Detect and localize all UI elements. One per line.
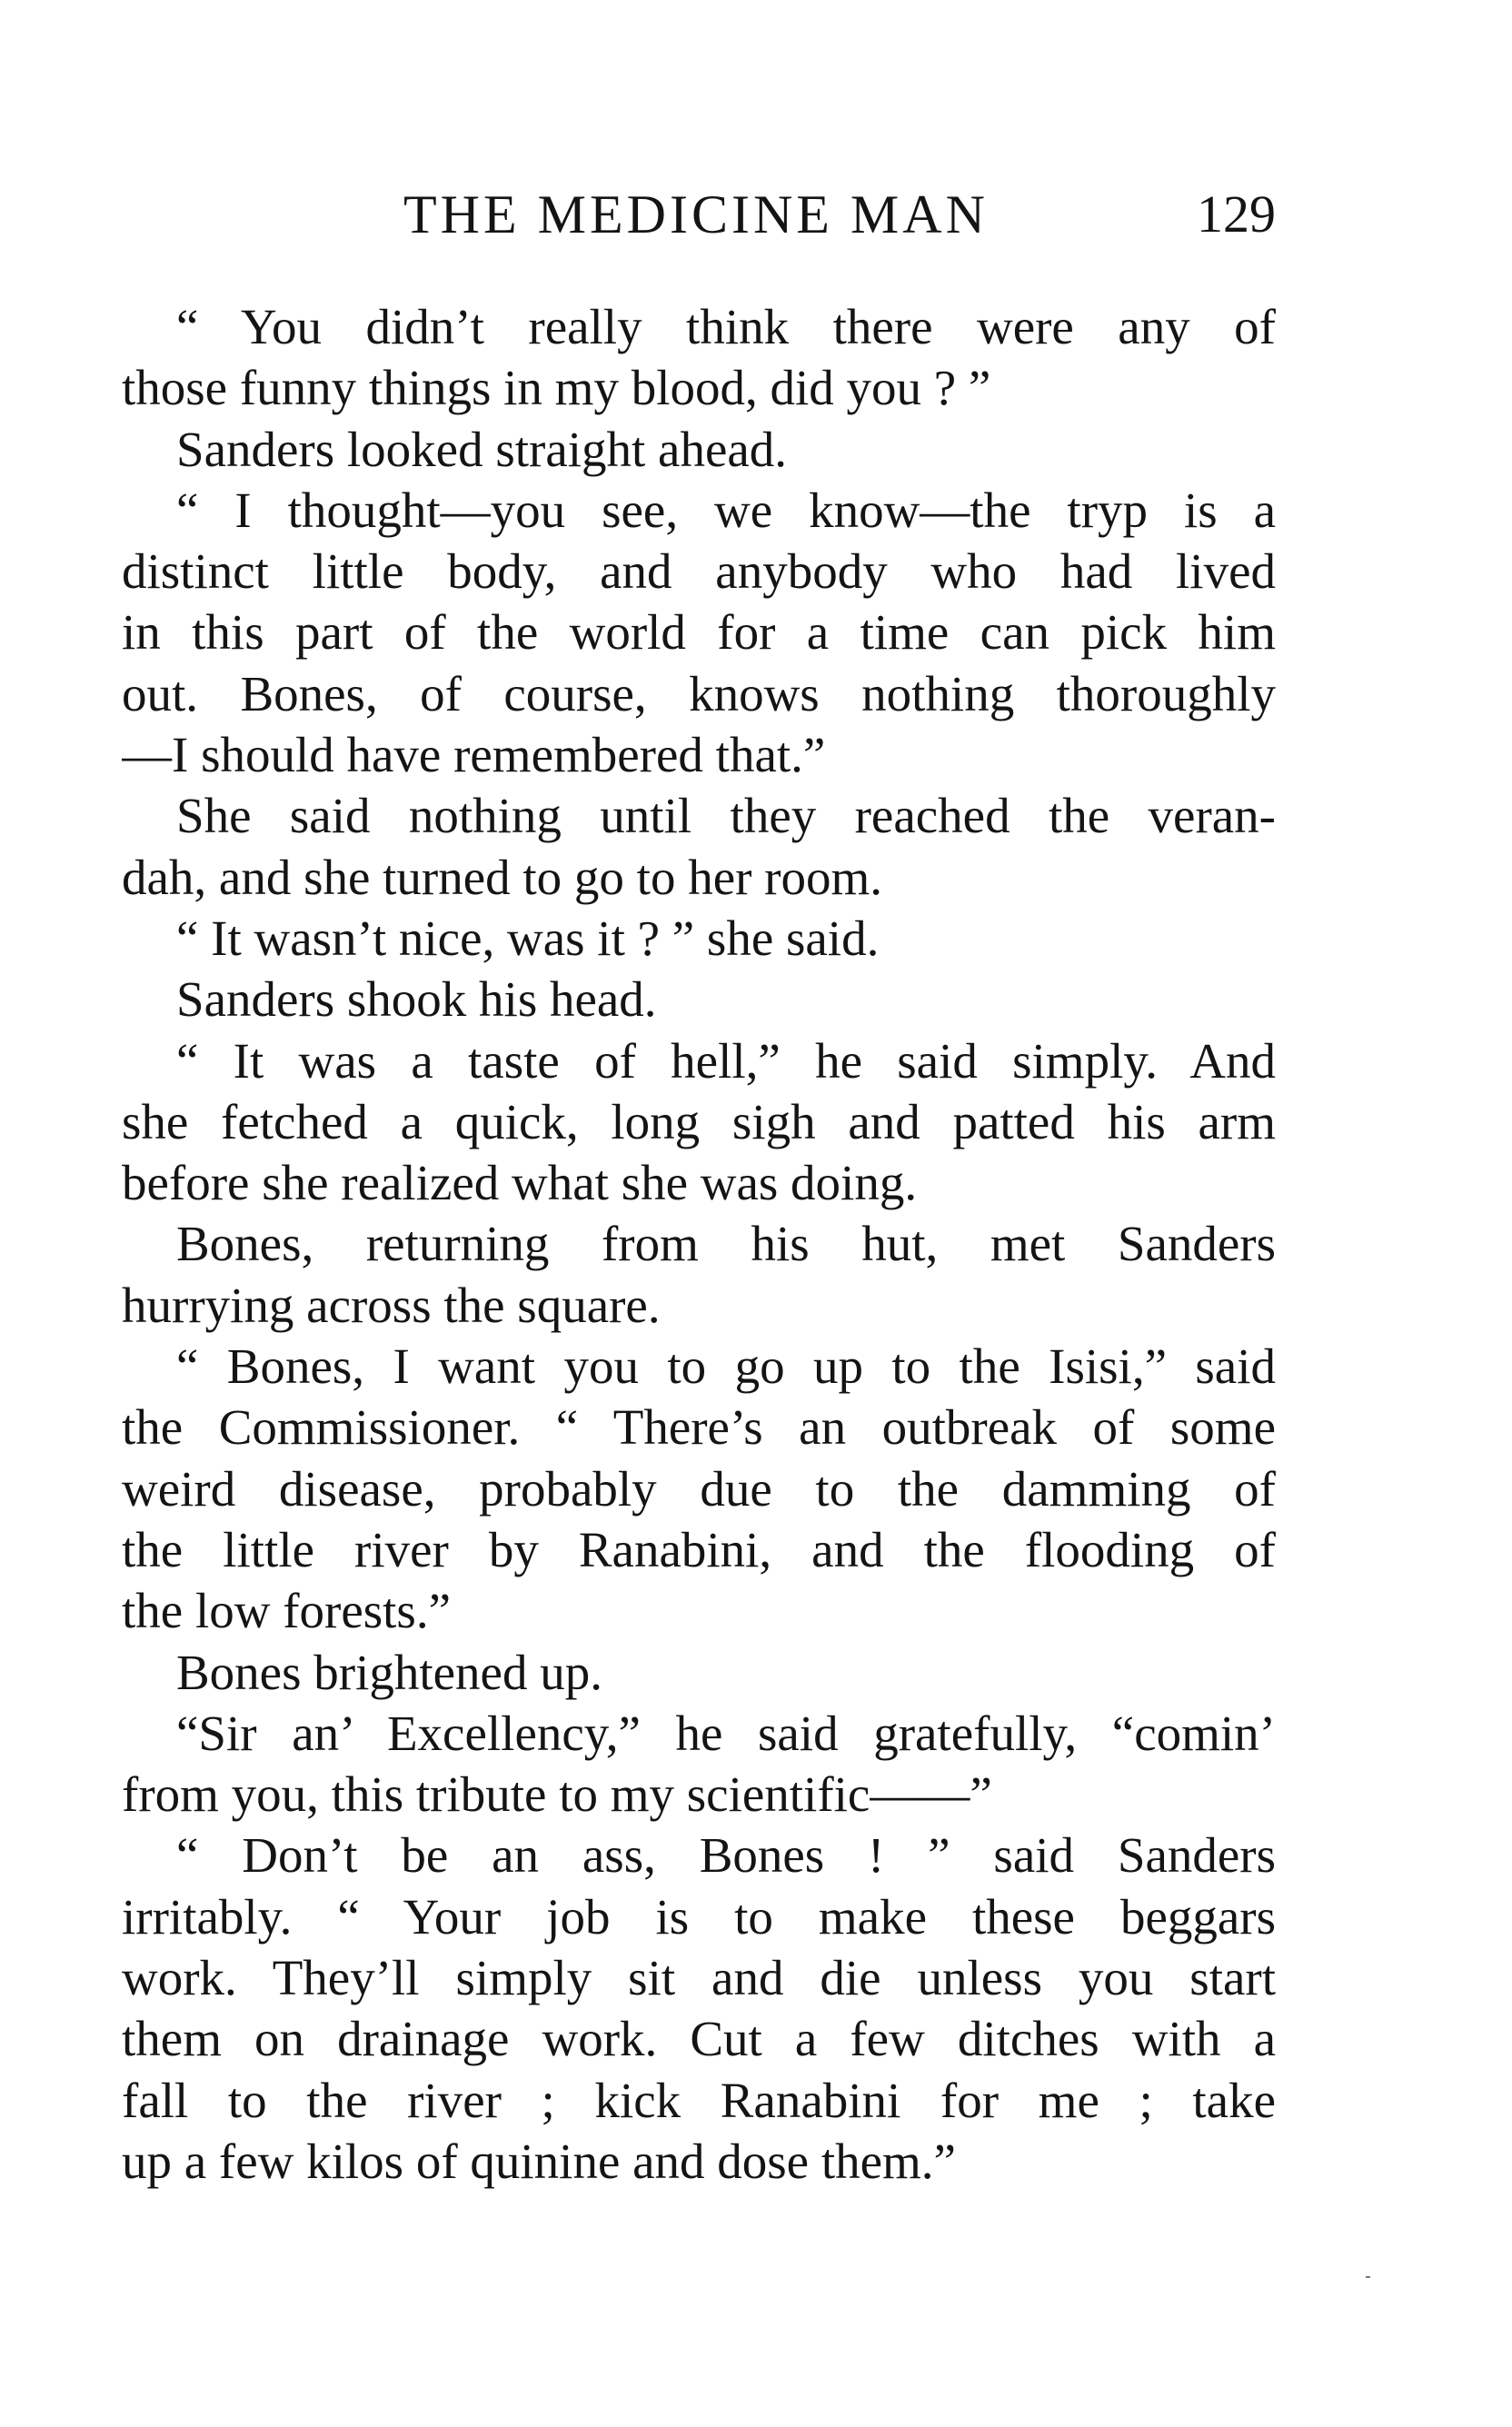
text-line: Bones, returning from his hut, met Sanders bbox=[176, 1216, 1276, 1272]
body-text bbox=[122, 296, 1276, 2192]
page-number: 129 bbox=[1197, 184, 1276, 244]
running-head bbox=[122, 178, 1276, 251]
text-line: the Commissioner. “ There’s an outbreak of some bbox=[122, 1399, 1276, 1456]
text-line: the low forests.” bbox=[122, 1583, 451, 1639]
text-line: hurrying across the square. bbox=[122, 1277, 661, 1333]
text-line: out. Bones, of course, knows nothing thoroughly bbox=[122, 665, 1276, 721]
text-line: “ Bones, I want you to go up to the Isisi,” said bbox=[176, 1338, 1276, 1395]
text-line: “ You didn’t really think there were any of bbox=[176, 299, 1276, 354]
text-line: irritably. “ Your job is to make these beggars bbox=[122, 1888, 1276, 1945]
text-line: “ Don’t be an ass, Bones ! ” said Sanders bbox=[176, 1827, 1276, 1884]
text-line: weird disease, probably due to the damming of bbox=[122, 1460, 1276, 1517]
text-line: “Sir an’ Excellency,” he said gratefully, “comin’ bbox=[176, 1705, 1276, 1761]
text-line: work. They’ll simply sit and die unless you start bbox=[122, 1950, 1276, 2006]
text-line: dah, and she turned to go to her room. bbox=[122, 849, 883, 905]
text-line: the little river by Ranabini, and the flooding of bbox=[122, 1521, 1276, 1577]
text-line: up a few kilos of quinine and dose them.” bbox=[122, 2133, 956, 2189]
text-line: “ It wasn’t nice, was it ? ” she said. bbox=[176, 910, 880, 966]
text-line: Bones brightened up. bbox=[176, 1644, 602, 1700]
text-line: fall to the river ; kick Ranabini for me ; take bbox=[122, 2072, 1276, 2128]
text-line: before she realized what she was doing. bbox=[122, 1155, 918, 1211]
text-line: from you, this tribute to my scientific——” bbox=[122, 1766, 992, 1823]
text-line: She said nothing until they reached the veran- bbox=[176, 788, 1276, 844]
text-line: Sanders looked straight ahead. bbox=[176, 421, 788, 477]
print-speck bbox=[1366, 2276, 1370, 2278]
text-line: she fetched a quick, long sigh and patted his arm bbox=[122, 1093, 1276, 1149]
text-line: “ I thought—you see, we know—the tryp is a bbox=[176, 482, 1276, 538]
text-line: Sanders shook his head. bbox=[176, 971, 657, 1028]
running-title: THE MEDICINE MAN bbox=[403, 184, 989, 244]
text-line: in this part of the world for a time can pick him bbox=[122, 604, 1276, 661]
text-line: —I should have remembered that.” bbox=[122, 727, 826, 783]
text-line: those funny things in my blood, did you ? ” bbox=[122, 360, 991, 416]
text-line: “ It was a taste of hell,” he said simply. And bbox=[176, 1032, 1276, 1089]
text-line: distinct little body, and anybody who had lived bbox=[122, 543, 1276, 600]
text-line: them on drainage work. Cut a few ditches with a bbox=[122, 2011, 1276, 2067]
